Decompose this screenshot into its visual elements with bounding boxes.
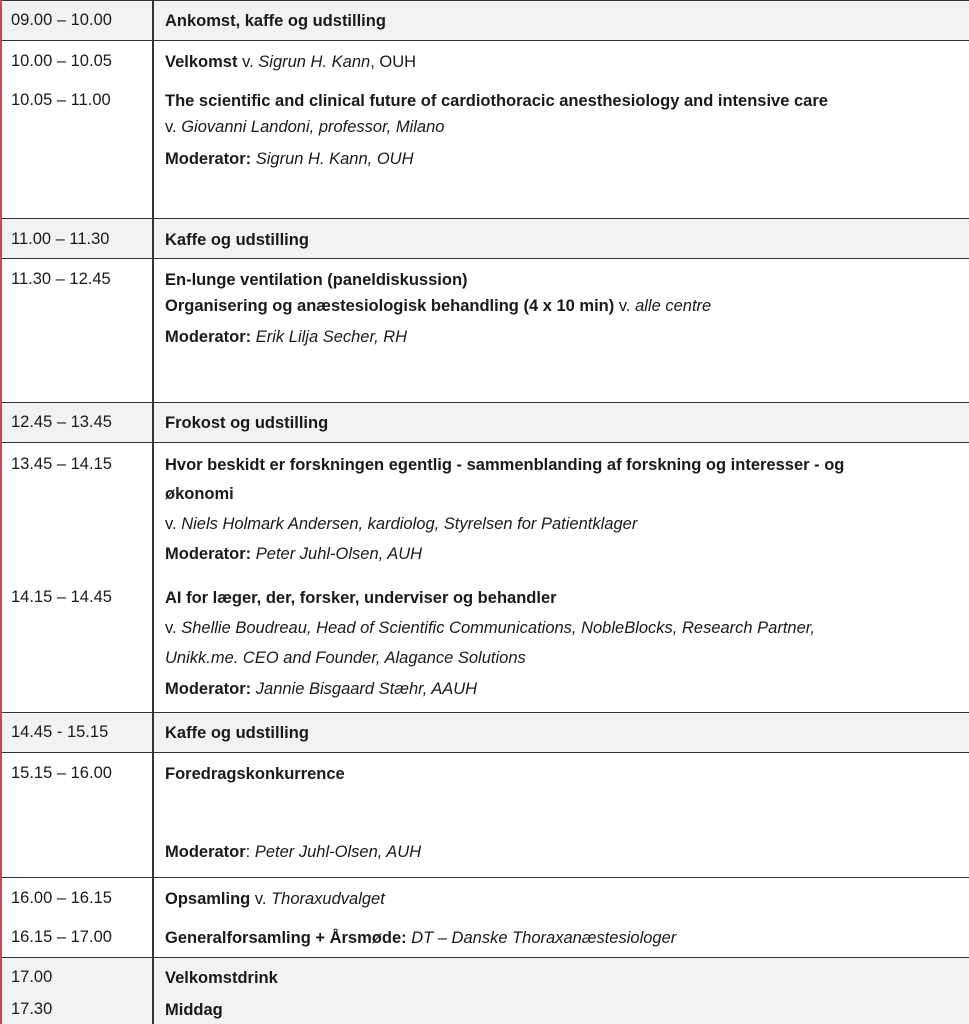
moderator-line xyxy=(165,544,422,564)
speaker: alle centre xyxy=(635,297,712,315)
moderator-label: Moderator: xyxy=(165,150,252,168)
time-cell: 10.00 – 10.05 xyxy=(11,52,112,70)
time-cell: 16.00 – 16.15 xyxy=(11,889,112,907)
table-row xyxy=(0,877,969,957)
table-row xyxy=(0,0,969,40)
speaker: Thoraxudvalget xyxy=(271,890,385,908)
table-row xyxy=(0,752,969,877)
table-row xyxy=(0,40,969,218)
session-line xyxy=(165,52,416,72)
table-row xyxy=(0,258,969,402)
table-row xyxy=(0,402,969,442)
time-cell: 09.00 – 10.00 xyxy=(11,11,112,29)
moderator-label: Moderator: xyxy=(165,680,252,698)
session-subtitle: Organisering og anæstesiologisk behandling (4 x 10 min) xyxy=(165,297,615,315)
session-title: The scientific and clinical future of cardiothoracic anesthesiology and intensive care xyxy=(165,92,828,110)
moderator-line xyxy=(165,842,421,862)
table-row xyxy=(0,712,969,752)
table-row xyxy=(0,442,969,712)
speaker: DT – Danske Thoraxanæstesiologer xyxy=(411,929,677,947)
session-title: Generalforsamling + Årsmøde: xyxy=(165,929,407,947)
org: , OUH xyxy=(370,53,417,71)
time-cell: 11.30 – 12.45 xyxy=(11,270,111,288)
moderator-colon: : xyxy=(245,843,251,861)
by-label: v. xyxy=(165,515,177,533)
moderator-label: Moderator: xyxy=(165,328,252,346)
session-title: Kaffe og udstilling xyxy=(165,724,309,742)
session-line xyxy=(165,889,385,909)
by-label: v. xyxy=(254,890,267,908)
session-title: En-lunge ventilation (paneldiskussion) xyxy=(165,271,468,289)
time-cell: 16.15 – 17.00 xyxy=(11,928,112,946)
speaker-cont: Unikk.me. CEO and Founder, Alagance Solutions xyxy=(165,649,526,667)
time-cell: 13.45 – 14.15 xyxy=(11,455,112,473)
moderator: Peter Juhl-Olsen, AUH xyxy=(254,843,422,861)
session-title-cont: økonomi xyxy=(165,485,234,503)
session-title: Kaffe og udstilling xyxy=(165,231,309,249)
column-divider xyxy=(152,0,154,1024)
speaker-line xyxy=(165,618,815,638)
session-title: AI for læger, der, forsker, underviser og behandler xyxy=(165,589,557,607)
speaker: Shellie Boudreau, Head of Scientific Communications, NobleBlocks, Research Partner, xyxy=(181,619,815,637)
moderator: Jannie Bisgaard Stæhr, AAUH xyxy=(255,680,478,698)
by-label: v. xyxy=(242,53,254,71)
moderator-label: Moderator: xyxy=(165,545,252,563)
time-cell: 11.00 – 11.30 xyxy=(11,230,110,248)
session-line xyxy=(165,296,711,316)
moderator-line xyxy=(165,679,477,699)
moderator: Erik Lilja Secher, RH xyxy=(255,328,408,346)
by-label: v. xyxy=(165,619,177,637)
session-title: Foredragskonkurrence xyxy=(165,765,345,783)
time-cell: 14.45 - 15.15 xyxy=(11,723,109,741)
session-title: Hvor beskidt er forskningen egentlig - sammenblanding af forskning og interesser - og xyxy=(165,456,845,474)
session-line xyxy=(165,928,676,948)
table-row xyxy=(0,957,969,1024)
time-cell: 17.30 xyxy=(11,1000,53,1018)
session-title: Opsamling xyxy=(165,890,251,908)
session-title: Middag xyxy=(165,1001,223,1019)
speaker: Niels Holmark Andersen, kardiolog, Styrelsen for Patientklager xyxy=(181,515,638,533)
time-cell: 12.45 – 13.45 xyxy=(11,413,112,431)
time-cell: 10.05 – 11.00 xyxy=(11,91,111,109)
speaker: Sigrun H. Kann xyxy=(258,53,371,71)
moderator-line xyxy=(165,327,407,347)
table-row xyxy=(0,218,969,258)
session-title: Ankomst, kaffe og udstilling xyxy=(165,12,386,30)
by-label: v. xyxy=(618,297,631,315)
speaker: Giovanni Landoni, professor, Milano xyxy=(181,118,445,136)
moderator: Sigrun H. Kann, OUH xyxy=(255,150,414,168)
left-border xyxy=(0,0,2,1024)
time-cell: 15.15 – 16.00 xyxy=(11,764,112,782)
moderator-label: Moderator xyxy=(165,843,246,861)
by-label: v. xyxy=(165,118,177,136)
session-title: Velkomstdrink xyxy=(165,969,278,987)
time-cell: 14.15 – 14.45 xyxy=(11,588,112,606)
session-title: Velkomst xyxy=(165,53,238,71)
speaker-line xyxy=(165,514,637,534)
time-cell: 17.00 xyxy=(11,968,53,986)
session-title: Frokost og udstilling xyxy=(165,414,329,432)
moderator: Peter Juhl-Olsen, AUH xyxy=(255,545,423,563)
speaker-line xyxy=(165,117,444,137)
moderator-line xyxy=(165,149,414,169)
